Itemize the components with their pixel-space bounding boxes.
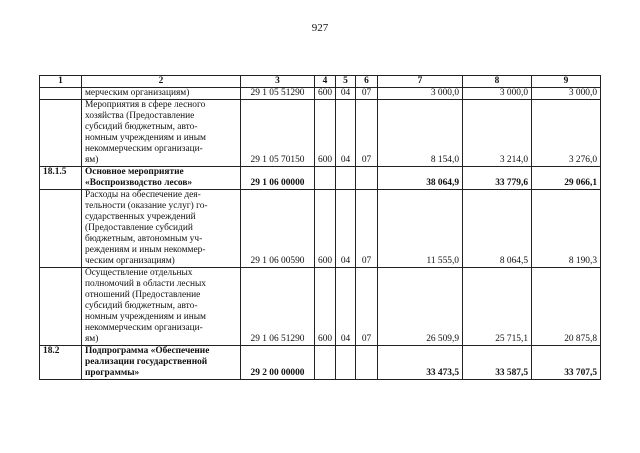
row-value-col7: 11 555,0 bbox=[378, 190, 463, 268]
row-number bbox=[40, 88, 82, 100]
column-header-1: 1 bbox=[40, 76, 82, 88]
table-row bbox=[40, 100, 601, 167]
row-value-col9: 33 707,5 bbox=[532, 346, 601, 380]
row-col5 bbox=[336, 167, 356, 190]
row-col6: 07 bbox=[356, 190, 378, 268]
row-col6: 07 bbox=[356, 100, 378, 167]
row-col4: 600 bbox=[315, 190, 336, 268]
row-code: 29 1 05 70150 bbox=[241, 100, 315, 167]
column-header-6: 6 bbox=[356, 76, 378, 88]
row-number bbox=[40, 268, 82, 346]
row-value-col8: 33 779,6 bbox=[463, 167, 532, 190]
row-col4 bbox=[315, 167, 336, 190]
row-value-col9: 20 875,8 bbox=[532, 268, 601, 346]
row-value-col7: 33 473,5 bbox=[378, 346, 463, 380]
row-value-col7: 3 000,0 bbox=[378, 88, 463, 100]
row-code: 29 1 06 00590 bbox=[241, 190, 315, 268]
row-number bbox=[40, 100, 82, 167]
row-col4: 600 bbox=[315, 268, 336, 346]
page-number: 927 bbox=[311, 22, 329, 34]
row-value-col9: 3 276,0 bbox=[532, 100, 601, 167]
row-number: 18.1.5 bbox=[40, 167, 82, 190]
row-code: 29 1 05 51290 bbox=[241, 88, 315, 100]
row-name: Подпрограмма «Обеспечение реализации государственной программы» bbox=[82, 346, 241, 380]
row-col6 bbox=[356, 167, 378, 190]
row-value-col7: 8 154,0 bbox=[378, 100, 463, 167]
row-name: мерческим организациям) bbox=[82, 88, 241, 100]
row-name: Расходы на обеспечение дея- тельности (оказание услуг) го- сударственных учреждений (Предоставление субсидий бюджетным, автономным уч- реждениям и иным некоммер- ческим организациям) bbox=[82, 190, 241, 268]
row-value-col7: 26 509,9 bbox=[378, 268, 463, 346]
row-value-col8: 33 587,5 bbox=[463, 346, 532, 380]
row-value-col8: 8 064,5 bbox=[463, 190, 532, 268]
column-header-8: 8 bbox=[463, 76, 532, 88]
column-header-4: 4 bbox=[315, 76, 336, 88]
row-col5: 04 bbox=[336, 88, 356, 100]
row-col5: 04 bbox=[336, 100, 356, 167]
row-col4 bbox=[315, 346, 336, 380]
row-col5: 04 bbox=[336, 268, 356, 346]
column-header-3: 3 bbox=[241, 76, 315, 88]
row-col6 bbox=[356, 346, 378, 380]
table-body bbox=[40, 88, 601, 380]
row-value-col8: 25 715,1 bbox=[463, 268, 532, 346]
table-header-row bbox=[40, 76, 601, 88]
row-value-col7: 38 064,9 bbox=[378, 167, 463, 190]
row-col4: 600 bbox=[315, 88, 336, 100]
row-col5: 04 bbox=[336, 190, 356, 268]
column-header-9: 9 bbox=[532, 76, 601, 88]
table-row bbox=[40, 88, 601, 100]
row-col6: 07 bbox=[356, 88, 378, 100]
table-row bbox=[40, 190, 601, 268]
budget-table bbox=[39, 75, 601, 380]
row-value-col8: 3 214,0 bbox=[463, 100, 532, 167]
row-code: 29 1 06 00000 bbox=[241, 167, 315, 190]
table-row bbox=[40, 346, 601, 380]
row-value-col9: 3 000,0 bbox=[532, 88, 601, 100]
row-col5 bbox=[336, 346, 356, 380]
row-col4: 600 bbox=[315, 100, 336, 167]
row-number: 18.2 bbox=[40, 346, 82, 380]
row-code: 29 2 00 00000 bbox=[241, 346, 315, 380]
table-row bbox=[40, 167, 601, 190]
column-header-5: 5 bbox=[336, 76, 356, 88]
row-value-col9: 8 190,3 bbox=[532, 190, 601, 268]
row-value-col9: 29 066,1 bbox=[532, 167, 601, 190]
row-name: Осуществление отдельных полномочий в области лесных отношений (Предоставление субсидий бюджетным, авто- номным учреждениям и иным некоммерческим организаци- ям) bbox=[82, 268, 241, 346]
row-number bbox=[40, 190, 82, 268]
row-name: Основное мероприятие «Воспроизводство лесов» bbox=[82, 167, 241, 190]
row-name: Мероприятия в сфере лесного хозяйства (Предоставление субсидий бюджетным, авто- номным учреждениям и иным некоммерческим организаци- ям) bbox=[82, 100, 241, 167]
row-value-col8: 3 000,0 bbox=[463, 88, 532, 100]
row-col6: 07 bbox=[356, 268, 378, 346]
row-code: 29 1 06 51290 bbox=[241, 268, 315, 346]
column-header-2: 2 bbox=[82, 76, 241, 88]
column-header-7: 7 bbox=[378, 76, 463, 88]
table-row bbox=[40, 268, 601, 346]
